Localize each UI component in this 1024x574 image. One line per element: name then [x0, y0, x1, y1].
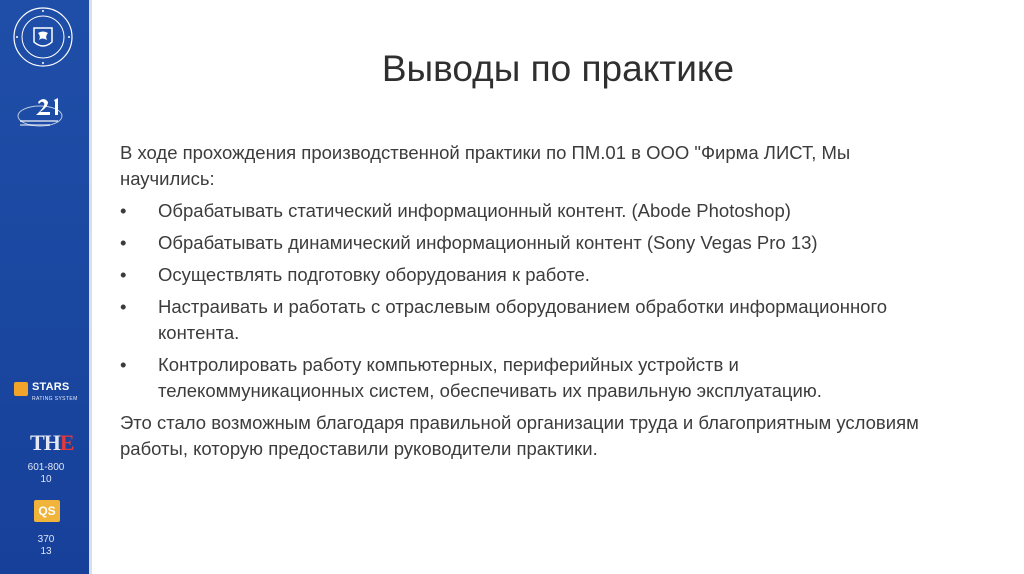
- stars-rating-badge: [14, 380, 80, 410]
- bullet-text: Осуществлять подготовку оборудования к работе.: [158, 264, 590, 285]
- the-rank-sub: 10: [40, 474, 52, 485]
- bullet-text: Обрабатывать статический информационный контент. (Abode Photoshop): [158, 200, 791, 221]
- bullet-text: Обрабатывать динамический информационный контент (Sony Vegas Pro 13): [158, 232, 818, 253]
- qs-logo: [34, 500, 60, 522]
- the-letter-h: H: [43, 430, 60, 455]
- bullet-item: [120, 230, 950, 256]
- bullet-dot: •: [120, 264, 127, 285]
- slide-title: Выводы по практике: [381, 48, 735, 89]
- the-letter-t: T: [30, 430, 44, 455]
- qs-rank-sub: 13: [40, 546, 52, 557]
- conclusion-paragraph: Это стало возможным благодаря правильной организации труда и благоприятным условиям работы, которую предоставили руководители практики.: [120, 412, 919, 459]
- sidebar: [0, 0, 92, 574]
- stars-icon: [14, 382, 28, 396]
- bullet-item: [120, 294, 950, 346]
- the-letter-e: E: [59, 430, 74, 455]
- bullet-list: [120, 198, 950, 404]
- stars-label: STARS: [32, 381, 70, 393]
- bullet-item: [120, 352, 950, 404]
- qs-rank: 370: [37, 534, 55, 545]
- bullet-dot: •: [120, 200, 127, 221]
- bullet-item: [120, 198, 950, 224]
- university-seal-icon: [12, 6, 74, 68]
- bullet-item: [120, 262, 950, 288]
- 21-award-icon: [14, 94, 76, 134]
- bullet-dot: •: [120, 354, 127, 375]
- bullet-text: Контролировать работу компьютерных, периферийных устройств и телекоммуникационных систем, обеспечивать их правильную эксплуатацию.: [158, 354, 822, 401]
- bullet-dot: •: [120, 296, 127, 317]
- slide-body: [120, 140, 950, 468]
- bullet-text: Настраивать и работать с отраслевым оборудованием обработки информационного контента.: [158, 296, 888, 343]
- bullet-dot: •: [120, 232, 127, 253]
- the-rank: 601-800: [27, 462, 65, 473]
- the-logo: [30, 430, 74, 456]
- qs-label: QS: [38, 504, 56, 518]
- stars-sub: RATING SYSTEM: [32, 396, 78, 402]
- intro-paragraph: В ходе прохождения производственной практики по ПМ.01 в ООО "Фирма ЛИСТ, Мы научились:: [120, 142, 851, 189]
